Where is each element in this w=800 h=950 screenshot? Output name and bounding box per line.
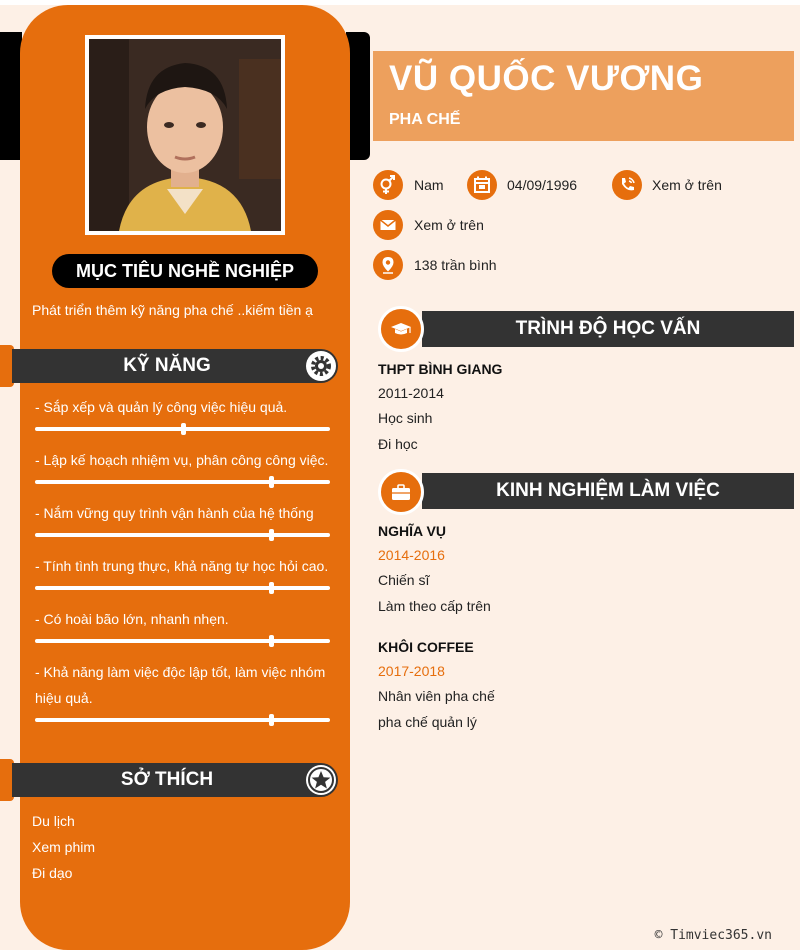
birthday-value: 04/09/1996 xyxy=(507,177,578,193)
address-value: 138 trần bình xyxy=(414,257,497,273)
skill-bar xyxy=(35,586,330,590)
phone-icon xyxy=(612,170,642,200)
hobby-item: Du lịch xyxy=(32,813,75,829)
hobbies-header xyxy=(12,763,338,797)
skill-bar xyxy=(35,639,330,643)
skill-item: - Có hoài bão lớn, nhanh nhẹn. xyxy=(35,611,229,627)
skill-bar xyxy=(35,718,330,722)
footer-copyright: © Timviec365.vn xyxy=(654,928,772,943)
job-position: Chiến sĩ xyxy=(378,572,430,588)
skill-level-marker xyxy=(181,423,186,435)
star-icon xyxy=(306,765,336,795)
skills-title: KỸ NĂNG xyxy=(123,355,211,376)
location-icon xyxy=(373,250,403,280)
briefcase-icon xyxy=(378,469,424,515)
job-years: 2017-2018 xyxy=(378,663,445,679)
skill-level-marker xyxy=(269,529,274,541)
skill-bar xyxy=(35,427,330,431)
email-value: Xem ở trên xyxy=(414,217,484,233)
name-banner xyxy=(373,51,794,141)
job-company: KHÔI COFFEE xyxy=(378,639,474,655)
education-note: Đi học xyxy=(378,436,418,452)
avatar xyxy=(85,35,285,235)
skill-bar xyxy=(35,480,330,484)
education-major: Học sinh xyxy=(378,410,433,426)
skill-item: - Khả năng làm việc độc lập tốt, làm việc nhóm hiệu quả. xyxy=(35,664,326,706)
calendar-icon xyxy=(467,170,497,200)
email-icon xyxy=(373,210,403,240)
job-company: NGHĨA VỤ xyxy=(378,523,446,539)
job-description: pha chế quản lý xyxy=(378,714,477,730)
skill-bar xyxy=(35,533,330,537)
skill-level-marker xyxy=(269,476,274,488)
job-description: Làm theo cấp trên xyxy=(378,598,491,614)
hobbies-title: SỞ THÍCH xyxy=(120,769,214,790)
skill-level-marker xyxy=(269,635,274,647)
skills-header xyxy=(12,349,338,383)
job-title: PHA CHẾ xyxy=(389,111,461,128)
skill-item: - Nắm vững quy trình vận hành của hệ thống xyxy=(35,505,314,521)
gender-icon xyxy=(373,170,403,200)
hobby-item: Xem phim xyxy=(32,839,96,855)
phone-value: Xem ở trên xyxy=(652,177,722,193)
skill-item: - Sắp xếp và quản lý công việc hiệu quả. xyxy=(35,399,288,415)
full-name: VŨ QUỐC VƯƠNG xyxy=(389,59,704,98)
goal-text: Phát triển thêm kỹ năng pha chế ..kiếm tiền ạ xyxy=(32,302,313,318)
skill-item: - Tính tình trung thực, khả năng tự học hỏi cao. xyxy=(35,558,329,574)
education-years: 2011-2014 xyxy=(378,385,444,401)
education-school: THPT BÌNH GIANG xyxy=(378,361,503,377)
skill-item: - Lập kế hoạch nhiệm vụ, phân công công việc. xyxy=(35,452,329,468)
experience-title: KINH NGHIỆM LÀM VIỆC xyxy=(422,473,794,509)
goal-title: MỤC TIÊU NGHỀ NGHIỆP xyxy=(52,254,318,288)
skill-level-marker xyxy=(269,582,274,594)
graduation-cap-icon xyxy=(378,306,424,352)
job-years: 2014-2016 xyxy=(378,547,445,563)
hobby-item: Đi dạo xyxy=(32,865,73,881)
gender-value: Nam xyxy=(414,177,444,193)
job-position: Nhân viên pha chế xyxy=(378,688,495,704)
decor-black-tab-left xyxy=(0,32,22,160)
skill-level-marker xyxy=(269,714,274,726)
profile-photo xyxy=(89,39,281,231)
gear-icon xyxy=(306,351,336,381)
education-title: TRÌNH ĐỘ HỌC VẤN xyxy=(422,311,794,347)
